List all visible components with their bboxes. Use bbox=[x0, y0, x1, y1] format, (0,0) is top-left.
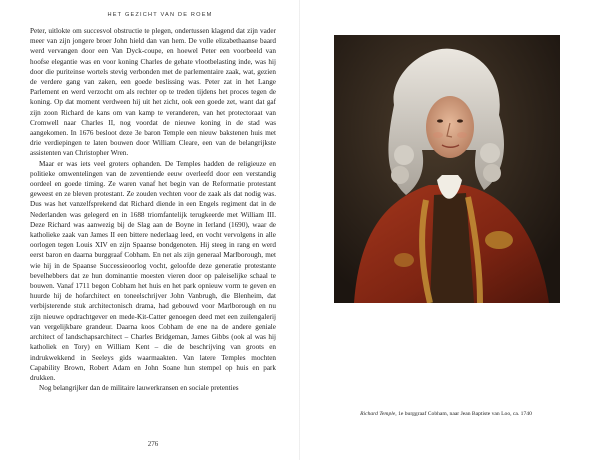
portrait-illustration bbox=[334, 35, 560, 303]
caption-details: , 1e burggraaf Cobham, naar Jean Baptiste van Loo, ca. 1740 bbox=[395, 411, 532, 417]
wig-curl-3 bbox=[480, 143, 500, 163]
paragraph-2: Maar er was iets veel groters ophanden. De Temples hadden de religieuze en politieke omwentelingen van de zeventiende eeuw overleefd door een verstandig oordeel en goede timing. Ze waren vanaf het begin van de Reformatie protestant geweest en ze bleven protestant. Ze zouden vechten voor de zaak als dat nodig was. Dus was het vanzelfsprekend dat Richard diende in een Engels regiment dat in de Nederlanden was gelegerd en in 1688 triomfantelijk terugkeerde met William III. Deze Richard was aanwezig bij de Slag aan de Boyne in Ierland (1690), waar de katholieke zaak van James II een bittere nederlaag leed, en vocht vervolgens in alle oorlogen tegen Louis XIV en zijn Spaanse bondgenoten. Hij steeg in rang en werd eerst baron en daarna burggraaf Cobham. En net als zijn generaal Marlborough, met wie hij in de Spaanse Successieoorlog vocht, geloofde deze generatie protestante bevelhebbers dat ze hun dominantie moesten vieren door op paleiselijke schaal te bouwen. Vanaf 1711 begon Cobham het huis en het park opnieuw vorm te geven en huurde hij de hofarchitect en toneelschrijver John Vanbrugh, die Blenheim, dat verbijsterende stuk architectonisch drama, had gebouwd voor Marlborough en nu zijn nieuwe opdrachtgever en mede-Kit-Catter genoegen deed met een zuilengalerij van vergelijkbare grandeur. Daarna koos Cobham de ene na de andere geniale architect of landschapsarchitect – Charles Bridgeman, James Gibbs (ook al was hij katholiek en Tory) en William Kent – die de beschrijving van groots en indrukwekkend in Seeleys gids waarmaakten. Van latere Temples mochten Capability Brown, Robert Adam en John Soane hun stempel op huis en park drukken. bbox=[30, 159, 276, 382]
wig-curl-4 bbox=[483, 164, 501, 182]
right-cheek bbox=[457, 132, 467, 138]
wig-curl-2 bbox=[391, 166, 409, 184]
portrait-painting bbox=[334, 35, 560, 303]
wig-curl-1 bbox=[394, 145, 414, 165]
gold-pocket bbox=[485, 231, 513, 249]
page-number: 276 bbox=[147, 440, 159, 448]
face bbox=[426, 96, 474, 158]
left-cheek bbox=[433, 132, 443, 138]
body-text bbox=[30, 26, 276, 434]
paragraph-3: Nog belangrijker dan de militaire lauwerkransen en sociale pretenties bbox=[39, 384, 239, 393]
right-eye bbox=[457, 119, 463, 122]
caption-title: Richard Temple bbox=[360, 411, 396, 417]
gold-cuff bbox=[394, 253, 414, 267]
running-head: HET GEZICHT VAN DE ROEM bbox=[107, 12, 213, 18]
portrait-caption bbox=[310, 411, 582, 417]
left-eye bbox=[437, 119, 443, 122]
paragraph-1: Peter, uitlokte om succesvol obstructie te plegen, ondertussen klagend dat zijn vader meer van zijn jongere broer John hield dan van hem. De volle elizabethaanse baard werd vervangen door een Van Dyck-coupe, en hoewel Peter een voorbeeld van hoofse elegantie was en voor koning Charles de gehate vlootbelasting inde, was hij door die puriteinse wortels stevig verbonden met de parlementaire zaak, wat, gezien de verdere gang van zaken, een goede beslissing was. Peter zat in het Lange Parlement en werd verzocht om als rechter op te treden tijdens het proces tegen de koning. Op dat moment verdween hij uit het zicht, ook een goede zet, want dat gaf zijn zoon Richard de kans om van kamp te veranderen, van het protectoraat van Cromwell naar Charles II, nog voordat de nieuwe koning in de stad was aangekomen. In 1676 besloot deze 3e baron Temple een nieuw bakstenen huis met drie verdiepingen te laten bouwen door William Cleare, een van de belangrijkste assistenten van Christopher Wren. bbox=[30, 27, 276, 158]
